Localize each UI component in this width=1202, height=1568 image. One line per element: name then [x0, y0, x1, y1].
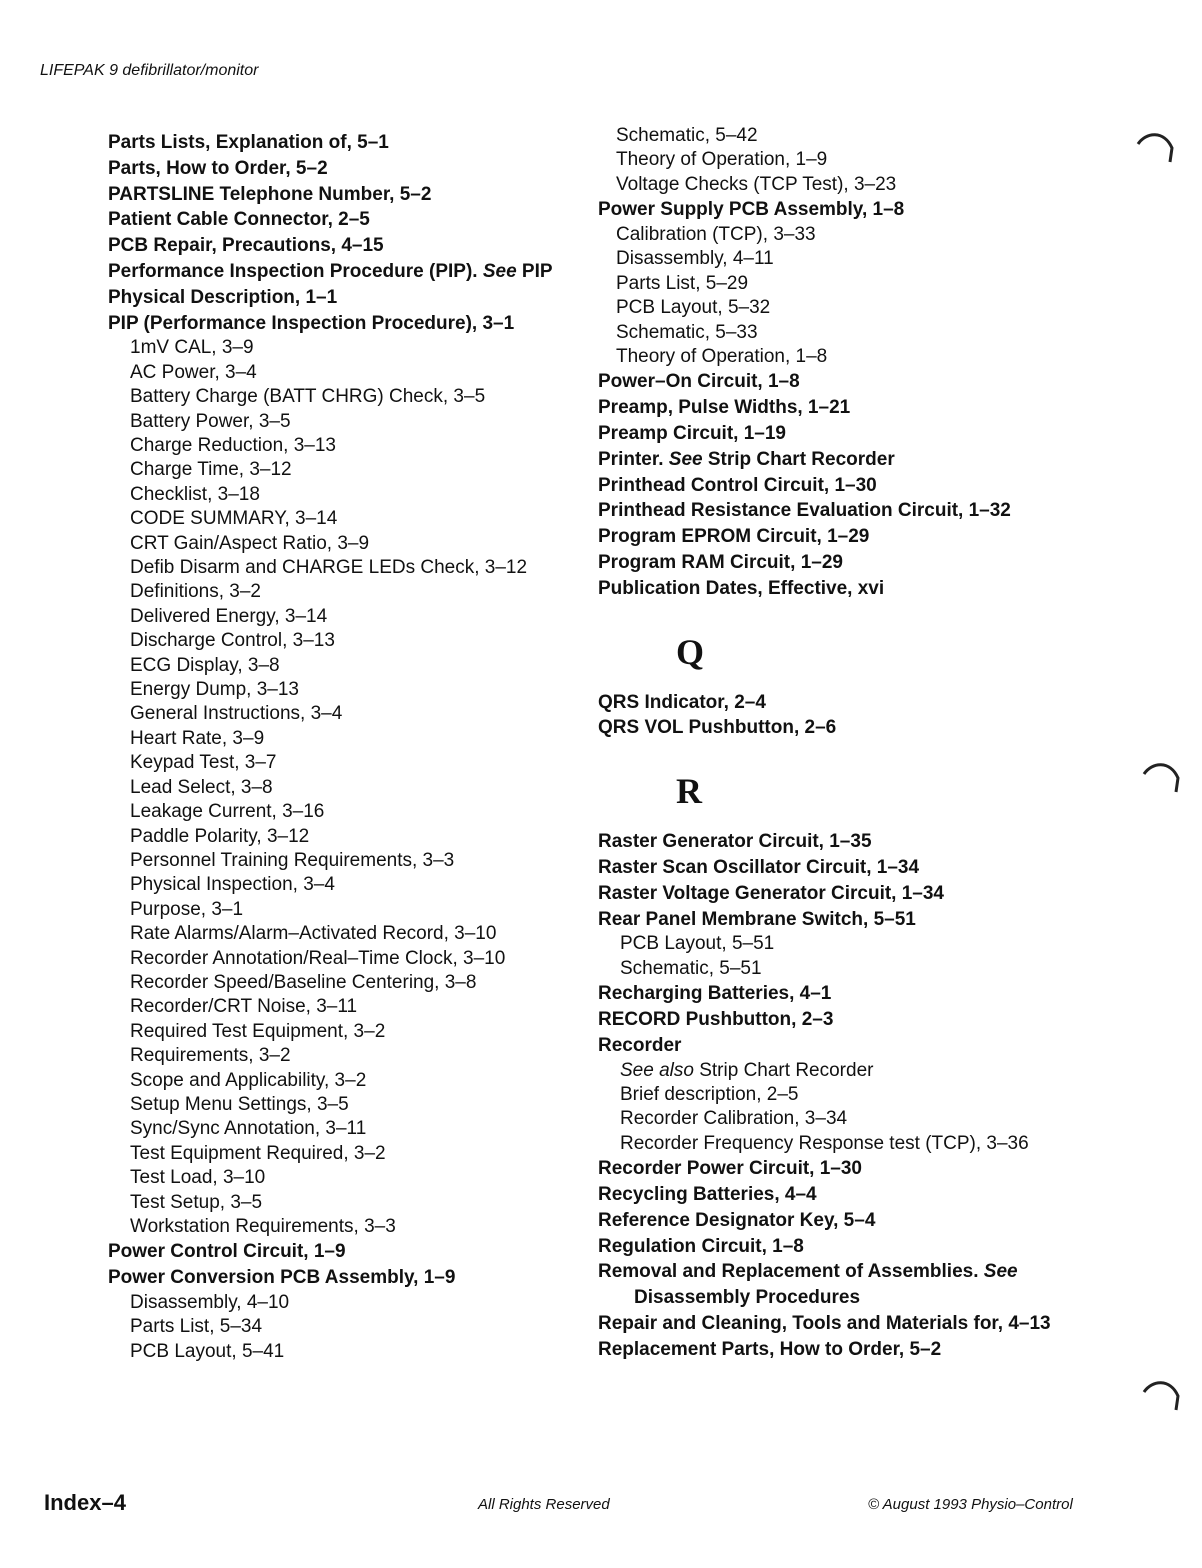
index-subentry — [108, 410, 578, 434]
entry-text: Brief description, 2–5 — [620, 1084, 799, 1106]
page-number: Index–4 — [44, 1490, 126, 1515]
index-entry — [108, 1239, 578, 1265]
index-entry — [108, 182, 578, 208]
index-entry — [598, 498, 1118, 524]
index-subentry — [598, 1132, 1118, 1156]
entry-text: PCB Layout, 5–32 — [616, 297, 771, 319]
index-subentry — [108, 532, 578, 556]
entry-text: Sync/Sync Annotation, 3–11 — [130, 1118, 367, 1140]
entry-text: Preamp, Pulse Widths, 1–21 — [598, 397, 851, 419]
index-subentry — [108, 507, 578, 531]
index-subentry — [108, 1020, 578, 1044]
index-entry — [598, 907, 1118, 933]
index-subentry — [108, 1142, 578, 1166]
index-subentry — [108, 971, 578, 995]
entry-text: Power Conversion PCB Assembly, 1–9 — [108, 1267, 456, 1289]
entry-text: Energy Dump, 3–13 — [130, 679, 299, 701]
entry-text: Test Equipment Required, 3–2 — [130, 1142, 386, 1164]
index-subentry — [108, 1315, 578, 1339]
index-subentry — [598, 932, 1118, 956]
entry-text: Workstation Requirements, 3–3 — [130, 1216, 396, 1237]
entry-text: Power Control Circuit, 1–9 — [108, 1241, 346, 1263]
entry-text: Recycling Batteries, 4–4 — [598, 1184, 817, 1206]
index-entry — [598, 1337, 1118, 1363]
entry-text: ECG Display, 3–8 — [130, 654, 280, 676]
entry-text: Schematic, 5–33 — [616, 321, 758, 343]
index-entry — [598, 1182, 1118, 1208]
entry-text: CODE SUMMARY, 3–14 — [130, 508, 338, 530]
index-subentry — [108, 800, 578, 824]
entry-text: RECORD Pushbutton, 2–3 — [598, 1009, 834, 1031]
index-subentry — [598, 272, 1118, 296]
entry-text: Performance Inspection Procedure (PIP). — [108, 260, 478, 282]
see-target: Strip Chart Recorder — [699, 1059, 874, 1081]
entry-text: Replacement Parts, How to Order, 5–2 — [598, 1338, 942, 1360]
index-subentry — [108, 1093, 578, 1117]
index-subentry — [598, 345, 1118, 369]
entry-text: Purpose, 3–1 — [130, 898, 244, 920]
index-entry — [598, 395, 1118, 421]
entry-text: Disassembly, 4–10 — [130, 1292, 290, 1313]
entry-text: PCB Repair, Precautions, 4–15 — [108, 235, 384, 257]
entry-text: CRT Gain/Aspect Ratio, 3–9 — [130, 532, 370, 554]
index-entry — [598, 855, 1118, 881]
index-subentry — [108, 605, 578, 629]
index-entry — [598, 1156, 1118, 1182]
see-reference: See also — [620, 1059, 694, 1081]
entry-text: Rear Panel Membrane Switch, 5–51 — [598, 908, 916, 930]
entry-text: Test Setup, 3–5 — [130, 1191, 263, 1213]
index-subentry — [108, 1044, 578, 1068]
entry-text: Recorder Speed/Baseline Centering, 3–8 — [130, 971, 477, 993]
index-subentry — [108, 873, 578, 897]
entry-text: Parts List, 5–29 — [616, 272, 749, 294]
index-subentry — [108, 385, 578, 409]
index-entry — [598, 829, 1118, 855]
index-entry — [108, 156, 578, 182]
entry-text: Paddle Polarity, 3–12 — [130, 825, 310, 847]
entry-text: Required Test Equipment, 3–2 — [130, 1020, 386, 1042]
entry-text: Battery Power, 3–5 — [130, 410, 291, 432]
entry-text: Theory of Operation, 1–9 — [616, 149, 828, 171]
entry-text: Personnel Training Requirements, 3–3 — [130, 849, 455, 871]
index-subentry — [598, 247, 1118, 271]
entry-text: Recorder Annotation/Real–Time Clock, 3–10 — [130, 947, 506, 969]
entry-text: Setup Menu Settings, 3–5 — [130, 1093, 349, 1115]
index-subentry — [598, 296, 1118, 320]
entry-text: Schematic, 5–42 — [616, 125, 758, 146]
index-entry — [598, 1033, 1118, 1059]
entry-text: Recorder Frequency Response test (TCP), 3–36 — [620, 1132, 1029, 1154]
binder-hole-mark — [1136, 128, 1176, 164]
index-entry — [598, 981, 1118, 1007]
entry-text: 1mV CAL, 3–9 — [130, 337, 254, 359]
index-subentry — [108, 458, 578, 482]
index-entry — [108, 233, 578, 259]
index-subentry — [108, 580, 578, 604]
entry-text: Preamp Circuit, 1–19 — [598, 423, 786, 445]
entry-text: Physical Description, 1–1 — [108, 286, 338, 308]
entry-text: Program EPROM Circuit, 1–29 — [598, 526, 870, 548]
rights-notice: All Rights Reserved — [478, 1496, 610, 1513]
entry-text: Requirements, 3–2 — [130, 1045, 291, 1067]
entry-text: Defib Disarm and CHARGE LEDs Check, 3–12 — [130, 557, 528, 579]
entry-text: Discharge Control, 3–13 — [130, 630, 335, 652]
entry-text: Regulation Circuit, 1–8 — [598, 1235, 804, 1257]
index-subentry — [108, 629, 578, 653]
see-target: PIP — [521, 260, 553, 282]
binder-hole-mark — [1142, 758, 1182, 794]
index-entry — [108, 259, 578, 285]
index-subentry — [108, 654, 578, 678]
entry-text: Voltage Checks (TCP Test), 3–23 — [616, 173, 897, 195]
entry-text: Printhead Control Circuit, 1–30 — [598, 474, 877, 496]
entry-text: Lead Select, 3–8 — [130, 776, 273, 798]
index-subentry — [108, 361, 578, 385]
entry-text: Scope and Applicability, 3–2 — [130, 1069, 367, 1091]
see-reference: See — [983, 1261, 1018, 1283]
entry-text: Recorder/CRT Noise, 3–11 — [130, 996, 358, 1018]
entry-text: Calibration (TCP), 3–33 — [616, 224, 816, 246]
index-subentry — [598, 223, 1118, 247]
binder-hole-mark — [1142, 1376, 1182, 1412]
index-subentry — [108, 825, 578, 849]
entry-text: Battery Charge (BATT CHRG) Check, 3–5 — [130, 386, 486, 408]
entry-text: Recharging Batteries, 4–1 — [598, 983, 832, 1005]
index-subentry — [108, 1340, 578, 1364]
index-column-right — [598, 124, 1118, 1363]
index-subentry — [108, 1215, 578, 1239]
see-reference: See — [668, 448, 703, 470]
index-subentry — [598, 1107, 1118, 1131]
entry-text: Checklist, 3–18 — [130, 483, 260, 505]
entry-text: Schematic, 5–51 — [620, 957, 762, 979]
index-subentry — [108, 1166, 578, 1190]
entry-text: Recorder Calibration, 3–34 — [620, 1108, 848, 1130]
index-entry — [598, 881, 1118, 907]
entry-text: QRS VOL Pushbutton, 2–6 — [598, 717, 837, 739]
index-subentry — [598, 124, 1118, 148]
entry-text: Test Load, 3–10 — [130, 1167, 266, 1189]
index-subentry — [108, 727, 578, 751]
index-subentry — [108, 1117, 578, 1141]
entry-text: Definitions, 3–2 — [130, 581, 261, 603]
see-reference: See — [482, 260, 517, 282]
index-entry — [108, 1265, 578, 1291]
entry-text: Charge Time, 3–12 — [130, 459, 292, 481]
entry-text: QRS Indicator, 2–4 — [598, 691, 766, 713]
entry-text: Removal and Replacement of Assemblies. — [598, 1261, 979, 1283]
entry-text: Disassembly, 4–11 — [616, 248, 774, 270]
section-letter: R — [676, 771, 702, 812]
index-subentry — [598, 173, 1118, 197]
index-subentry — [598, 148, 1118, 172]
entry-text: Publication Dates, Effective, xvi — [598, 577, 885, 599]
index-entry — [598, 1311, 1118, 1337]
index-subentry — [108, 995, 578, 1019]
entry-text: Raster Voltage Generator Circuit, 1–34 — [598, 882, 944, 904]
entry-text: Printhead Resistance Evaluation Circuit, 1–32 — [598, 500, 1011, 522]
entry-text: Power–On Circuit, 1–8 — [598, 371, 800, 393]
entry-text: Repair and Cleaning, Tools and Materials for, 4–13 — [598, 1313, 1051, 1335]
entry-text: Program RAM Circuit, 1–29 — [598, 552, 843, 574]
entry-text: General Instructions, 3–4 — [130, 703, 343, 725]
index-entry — [108, 207, 578, 233]
entry-text: Raster Scan Oscillator Circuit, 1–34 — [598, 857, 920, 879]
entry-text: Parts List, 5–34 — [130, 1316, 263, 1338]
entry-text: Power Supply PCB Assembly, 1–8 — [598, 199, 905, 221]
index-entry — [598, 1259, 1118, 1311]
index-entry — [598, 1234, 1118, 1260]
entry-text: Theory of Operation, 1–8 — [616, 346, 828, 368]
running-head: LIFEPAK 9 defibrillator/monitor — [40, 62, 259, 79]
index-subentry — [108, 336, 578, 360]
see-target: Strip Chart Recorder — [707, 448, 895, 470]
index-subentry — [108, 1069, 578, 1093]
index-subentry — [108, 947, 578, 971]
index-subentry — [598, 1083, 1118, 1107]
entry-text: Recorder — [598, 1034, 682, 1056]
index-entry — [598, 197, 1118, 223]
index-subentry — [598, 957, 1118, 981]
entry-text: Leakage Current, 3–16 — [130, 801, 325, 823]
index-subentry — [108, 556, 578, 580]
see-target: Disassembly Procedures — [634, 1287, 861, 1309]
entry-text: Delivered Energy, 3–14 — [130, 605, 328, 627]
index-subentry — [108, 751, 578, 775]
entry-text: Heart Rate, 3–9 — [130, 727, 265, 749]
index-entry — [108, 285, 578, 311]
index-column-left — [108, 130, 578, 1364]
index-entry — [598, 715, 1118, 741]
index-entry — [598, 421, 1118, 447]
index-entry — [598, 576, 1118, 602]
index-subentry — [108, 898, 578, 922]
entry-text: PCB Layout, 5–51 — [620, 933, 775, 955]
entry-text: Recorder Power Circuit, 1–30 — [598, 1158, 862, 1180]
entry-text: Keypad Test, 3–7 — [130, 752, 277, 774]
index-subentry — [108, 434, 578, 458]
entry-text: PCB Layout, 5–41 — [130, 1340, 285, 1362]
entry-text: Rate Alarms/Alarm–Activated Record, 3–10 — [130, 923, 497, 945]
entry-text: PARTSLINE Telephone Number, 5–2 — [108, 183, 432, 205]
index-entry — [598, 369, 1118, 395]
index-entry — [598, 447, 1118, 473]
index-subentry — [108, 678, 578, 702]
copyright-notice: © August 1993 Physio–Control — [868, 1496, 1073, 1513]
index-entry — [598, 524, 1118, 550]
index-subentry — [108, 922, 578, 946]
index-subentry — [108, 702, 578, 726]
index-subentry — [598, 321, 1118, 345]
entry-text: Parts, How to Order, 5–2 — [108, 157, 328, 179]
entry-text: PIP (Performance Inspection Procedure), 3–1 — [108, 312, 515, 334]
index-subentry — [108, 1191, 578, 1215]
entry-text: Parts Lists, Explanation of, 5–1 — [108, 132, 389, 153]
entry-text: Physical Inspection, 3–4 — [130, 874, 335, 896]
entry-text: Reference Designator Key, 5–4 — [598, 1209, 876, 1231]
entry-text: Raster Generator Circuit, 1–35 — [598, 831, 872, 853]
index-subentry — [108, 776, 578, 800]
index-subentry — [598, 1059, 1118, 1083]
index-entry — [598, 473, 1118, 499]
index-subentry — [108, 849, 578, 873]
entry-text: Patient Cable Connector, 2–5 — [108, 209, 370, 231]
section-letter: Q — [676, 631, 705, 672]
index-subentry — [108, 1291, 578, 1315]
index-entry — [598, 1208, 1118, 1234]
index-entry — [108, 311, 578, 337]
index-entry — [598, 1007, 1118, 1033]
index-entry — [598, 550, 1118, 576]
index-entry — [598, 690, 1118, 716]
index-subentry — [108, 483, 578, 507]
index-entry — [108, 130, 578, 156]
entry-text: Printer. — [598, 448, 664, 470]
entry-text: AC Power, 3–4 — [130, 361, 257, 383]
entry-text: Charge Reduction, 3–13 — [130, 435, 336, 456]
